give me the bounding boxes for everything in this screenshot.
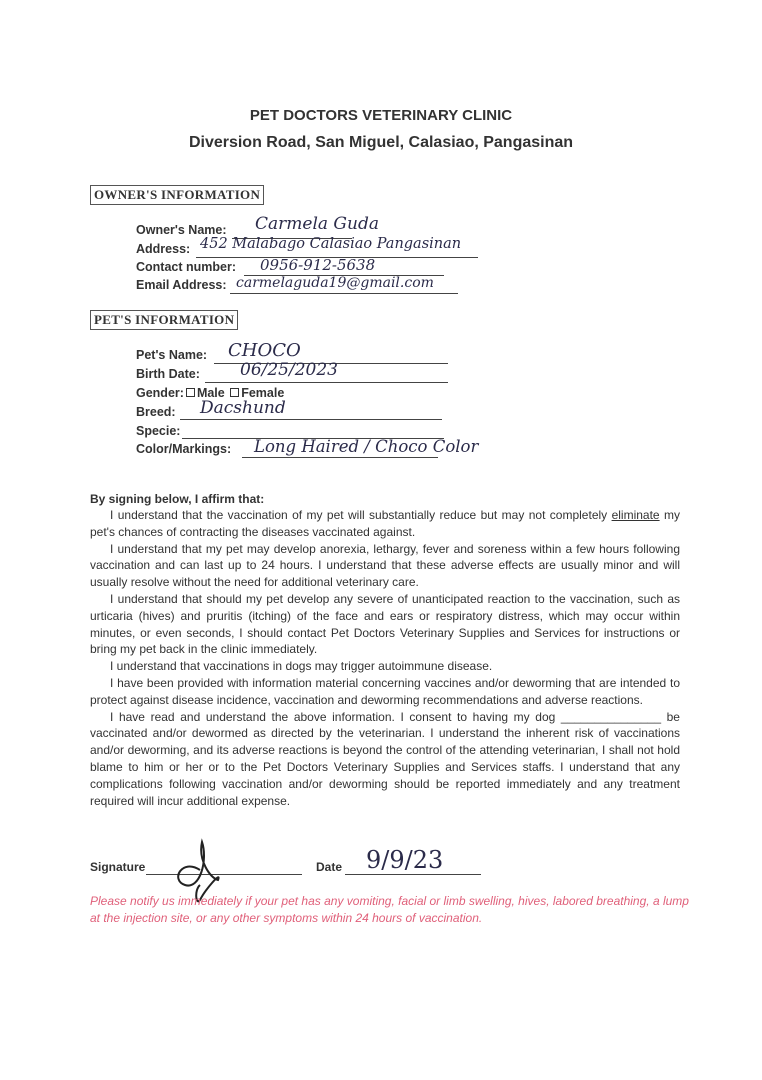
email-address-value[interactable]: carmelaguda19@gmail.com: [236, 275, 434, 291]
owner-name-value[interactable]: Carmela Guda: [255, 214, 379, 234]
birth-date-label: Birth Date:: [136, 367, 200, 381]
email-address-label: Email Address:: [136, 278, 227, 292]
contact-number-value[interactable]: 0956-912-5638: [260, 256, 376, 274]
color-markings-line: [242, 457, 438, 458]
pet-section-title: PET'S INFORMATION: [90, 310, 238, 330]
owner-section-title: OWNER'S INFORMATION: [90, 185, 264, 205]
affirmation-p6-start: I have read and understand the above information. I consent to having my dog: [110, 709, 561, 724]
affirmation-paragraph: I understand that should my pet develop any severe of unanticipated reaction to the vaccination, such as urticaria (hives) and pruritis (itching) of the face and ears or respiratory distress, which may occur within minutes, or even seconds, I should contact Pet Doctors Veterinary Supplies and Services for instructions or bring my pet back in the clinic immediately.: [90, 591, 680, 657]
affirmation-p1-end: my pet's chances of contracting the diseases vaccinated against.: [90, 508, 680, 539]
clinic-address: Diversion Road, San Miguel, Calasiao, Pangasinan: [188, 134, 574, 151]
owner-name-label: Owner's Name:: [136, 223, 227, 237]
affirmation-paragraph: [90, 507, 680, 541]
affirmation-paragraph: [90, 709, 680, 810]
post-vaccination-notice: Please notify us immediately if your pet has any vomiting, facial or limb swelling, hives, labored breathing, a lump at the injection site, or any other symptoms within 24 hours of vaccination.: [90, 894, 689, 925]
specie-label: Specie:: [136, 424, 181, 438]
clinic-name: PET DOCTORS VETERINARY CLINIC: [249, 107, 513, 124]
gender-female-label: Female: [241, 386, 285, 400]
affirmation-p1-underlined: eliminate: [611, 508, 660, 522]
breed-line: [180, 419, 442, 420]
signature-label: Signature: [90, 860, 146, 874]
breed-value[interactable]: Dacshund: [200, 398, 286, 418]
pet-name-value[interactable]: CHOCO: [228, 340, 301, 361]
birth-date-line: [205, 382, 448, 383]
affirmation-text: [90, 507, 680, 809]
birth-date-value[interactable]: 06/25/2023: [240, 360, 338, 380]
female-checkbox[interactable]: [230, 388, 239, 397]
contact-number-label: Contact number:: [136, 260, 236, 274]
owner-address-label: Address:: [136, 242, 191, 256]
owner-address-value[interactable]: 452 Malabago Calasiao Pangasinan: [200, 236, 462, 252]
affirmation-paragraph: I have been provided with information material concerning vaccines and/or deworming that are intended to protect against disease incidence, vaccination and deworming recommendations and adverse reactions.: [90, 675, 680, 707]
affirmation-p6-end: be vaccinated and/or dewormed as directed by the veterinarian. I understand the inherent risk of vaccinations and/or deworming, and its adverse reactions is beyond the control of the attending veterinarian, I shall not hold blame to him or her or to the Pet Doctors Veterinary Supplies and Services staffs. I understand that any complications following vaccination and/or deworming should be reported immediately and any treatment required will incur additional expense.: [90, 709, 680, 808]
affirmation-p1-start: I understand that the vaccination of my pet will substantially reduce but may not completely: [110, 508, 612, 522]
dog-name-blank[interactable]: _______________: [560, 709, 662, 724]
affirmation-title: By signing below, I affirm that:: [90, 492, 265, 506]
color-markings-value[interactable]: Long Haired / Choco Color: [254, 437, 479, 456]
date-line: [345, 874, 481, 875]
pet-name-label: Pet's Name:: [136, 348, 208, 362]
email-address-line: [230, 293, 458, 294]
gender-label: Gender:: [136, 386, 184, 400]
date-value[interactable]: 9/9/23: [366, 846, 444, 874]
male-checkbox[interactable]: [186, 388, 195, 397]
gender-male-label: Male: [196, 386, 225, 400]
affirmation-paragraph: I understand that my pet may develop anorexia, lethargy, fever and soreness within a few hours following vaccination and can last up to 24 hours. I understand that these adverse effects are usually minor and will usually resolve without the need for additional veterinary care.: [90, 541, 680, 590]
affirmation-paragraph: I understand that vaccinations in dogs may trigger autoimmune disease.: [110, 659, 493, 674]
date-label: Date: [316, 860, 343, 874]
breed-label: Breed:: [136, 405, 176, 419]
color-markings-label: Color/Markings:: [136, 442, 232, 456]
